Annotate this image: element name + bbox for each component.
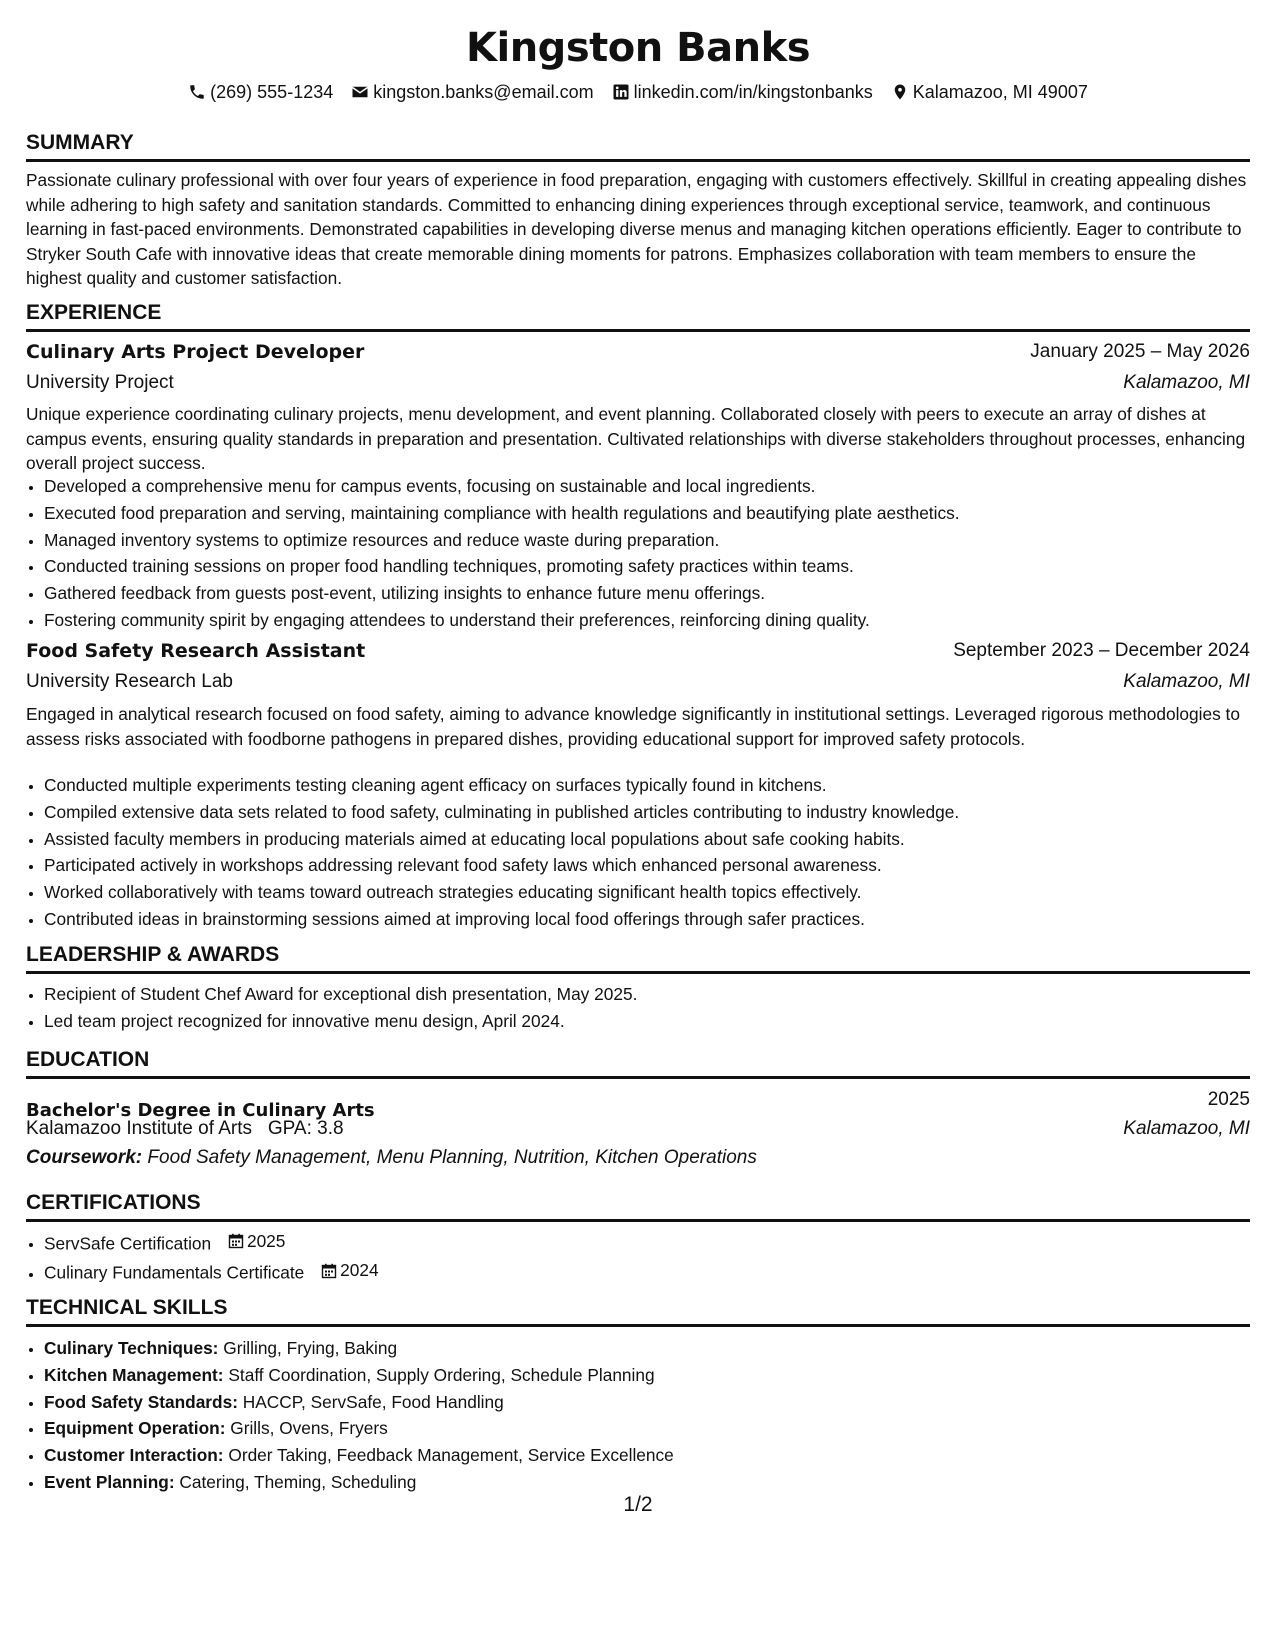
coursework-line <box>26 1143 757 1173</box>
job-title: Food Safety Research Assistant <box>26 640 366 662</box>
school-line <box>26 1114 344 1144</box>
skill-label: Customer Interaction: <box>44 1445 224 1466</box>
list-item <box>44 1335 1268 1362</box>
job-location: Kalamazoo, MI <box>1123 671 1250 692</box>
list-item <box>44 1442 1268 1469</box>
list-item <box>44 1362 1268 1389</box>
calendar-icon <box>228 1233 244 1249</box>
skill-label: Event Planning: <box>44 1471 175 1492</box>
job-dates: September 2023 – December 2024 <box>953 640 1250 661</box>
skill-label: Equipment Operation: <box>44 1418 226 1439</box>
section-title-leadership: LEADERSHIP & AWARDS <box>26 940 1250 974</box>
section-title-summary: SUMMARY <box>26 128 1250 162</box>
location-text: Kalamazoo, MI 49007 <box>912 82 1088 102</box>
section-title-education: EDUCATION <box>26 1045 1250 1079</box>
certification-year: 2024 <box>340 1260 379 1281</box>
skill-value: Staff Coordination, Supply Ordering, Schedule Planning <box>228 1364 655 1385</box>
degree-title: Bachelor's Degree in Culinary Arts <box>26 1100 375 1121</box>
job-organization: University Research Lab <box>26 671 233 692</box>
phone-icon <box>188 83 206 101</box>
candidate-name: Kingston Banks <box>466 25 810 71</box>
degree-year: 2025 <box>1207 1089 1250 1110</box>
skill-value: Catering, Theming, Scheduling <box>179 1471 417 1492</box>
contact-linkedin[interactable] <box>612 78 873 106</box>
skill-label: Kitchen Management: <box>44 1364 224 1385</box>
job-bullet-list <box>26 473 1268 634</box>
job-description: Engaged in analytical research focused on food safety, aiming to advance knowledge significantly in institutional settings. Leveraged rigorous methodologies to assess risks associated with foodborne pathogens in prepared dishes, providing educational support for improved safety protocols. <box>26 704 1240 749</box>
list-item: • Participated actively in workshops addressing relevant food safety laws which enhanced personal awareness. <box>44 852 1268 879</box>
skill-label: Food Safety Standards: <box>44 1391 238 1412</box>
list-item: • Conducted training sessions on proper food handling techniques, promoting safety practices within teams. <box>44 553 1268 580</box>
section-title-technical-skills: TECHNICAL SKILLS <box>26 1293 1250 1327</box>
certification-year: 2025 <box>246 1231 286 1251</box>
job-location: Kalamazoo, MI <box>1123 372 1250 393</box>
job-organization: University Project <box>26 372 174 393</box>
list-item: • Assisted faculty members in producing materials aimed at educating local populations about safe cooking habits. <box>44 826 1268 853</box>
list-item: • Contributed ideas in brainstorming sessions aimed at improving local food offerings through safer practices. <box>44 906 1268 933</box>
list-item: • Compiled extensive data sets related to food safety, culminating in published articles contributing to industry knowledge. <box>44 799 1268 826</box>
list-item: • Developed a comprehensive menu for campus events, focusing on sustainable and local ingredients. <box>44 473 1268 500</box>
list-item: • Conducted multiple experiments testing cleaning agent efficacy on surfaces typically found in kitchens. <box>44 772 1268 799</box>
contact-location <box>891 78 1088 106</box>
awards-list <box>26 981 1268 1035</box>
contact-phone <box>188 78 333 106</box>
job-bullet-list <box>26 772 1268 933</box>
school-location: Kalamazoo, MI <box>1123 1118 1250 1139</box>
linkedin-icon <box>612 83 630 101</box>
map-pin-icon <box>891 83 909 101</box>
skills-list <box>26 1335 1268 1496</box>
job-dates: January 2025 – May 2026 <box>1030 341 1250 362</box>
list-item: • Executed food preparation and serving, maintaining compliance with health regulations and beautifying plate aesthetics. <box>44 500 1268 527</box>
skill-value: Grilling, Frying, Baking <box>223 1338 398 1358</box>
list-item: • Fostering community spirit by engaging attendees to understand their preferences, reinforcing dining quality. <box>44 607 1268 634</box>
list-item <box>44 1415 1268 1442</box>
certification-date <box>228 1228 285 1255</box>
coursework-label: Coursework: <box>26 1147 143 1168</box>
skill-label: Culinary Techniques: <box>44 1338 219 1358</box>
job-description: Unique experience coordinating culinary projects, menu development, and event planning. Collaborated closely with peers to execute an array of dishes at campus events, ensuring quality standards in preparation and presentation. Cultivated relationships with diverse stakeholders throughout processes, enhancing overall project success. <box>26 404 1246 474</box>
resume-page <box>26 0 1250 1650</box>
contact-bar <box>26 78 1250 106</box>
list-item: • Recipient of Student Chef Award for exceptional dish presentation, May 2025. <box>44 981 1268 1008</box>
skill-value: Grills, Ovens, Fryers <box>230 1418 388 1439</box>
job-title: Culinary Arts Project Developer <box>26 341 365 363</box>
section-title-experience: EXPERIENCE <box>26 298 1250 332</box>
list-item: • Led team project recognized for innovative menu design, April 2024. <box>44 1008 1268 1035</box>
certification-date <box>321 1257 378 1284</box>
gpa: GPA: 3.8 <box>267 1118 344 1139</box>
list-item <box>44 1257 1268 1286</box>
skill-value: Order Taking, Feedback Management, Service Excellence <box>228 1445 674 1466</box>
school-name: Kalamazoo Institute of Arts <box>26 1118 253 1139</box>
list-item: • Managed inventory systems to optimize resources and reduce waste during preparation. <box>44 527 1268 554</box>
envelope-icon <box>351 83 369 101</box>
list-item <box>44 1389 1268 1416</box>
linkedin-text: linkedin.com/in/kingstonbanks <box>633 82 873 102</box>
email-text: kingston.banks@email.com <box>373 82 594 102</box>
certification-name: ServSafe Certification <box>44 1233 212 1254</box>
contact-email[interactable] <box>351 78 593 106</box>
skill-value: HACCP, ServSafe, Food Handling <box>242 1391 504 1412</box>
calendar-icon <box>321 1263 337 1279</box>
list-item <box>44 1228 1268 1257</box>
summary-text: Passionate culinary professional with over four years of experience in food preparation, engaging with customers effectively. Skillful in creating appealing dishes while adhering to high safety and sanitation standards. Committed to enhancing dining experiences through exceptional service, teamwork, and continuous learning in fast-paced environments. Demonstrated capabilities in developing diverse menus and managing kitchen operations efficiently. Eager to contribute to Stryker South Cafe with innovative ideas that create memorable dining moments for patrons. Emphasizes collaboration with team members to ensure the highest quality and customer satisfaction. <box>26 170 1247 289</box>
list-item: • Worked collaboratively with teams toward outreach strategies educating significant health topics effectively. <box>44 879 1268 906</box>
certifications-list <box>26 1228 1268 1286</box>
certification-name: Culinary Fundamentals Certificate <box>44 1262 305 1283</box>
list-item: • Gathered feedback from guests post-event, utilizing insights to enhance future menu offerings. <box>44 580 1268 607</box>
page-number: 1/2 <box>623 1493 653 1516</box>
phone-text: (269) 555-1234 <box>210 82 334 102</box>
section-title-certifications: CERTIFICATIONS <box>26 1188 1250 1222</box>
coursework-list: Food Safety Management, Menu Planning, Nutrition, Kitchen Operations <box>147 1147 757 1168</box>
